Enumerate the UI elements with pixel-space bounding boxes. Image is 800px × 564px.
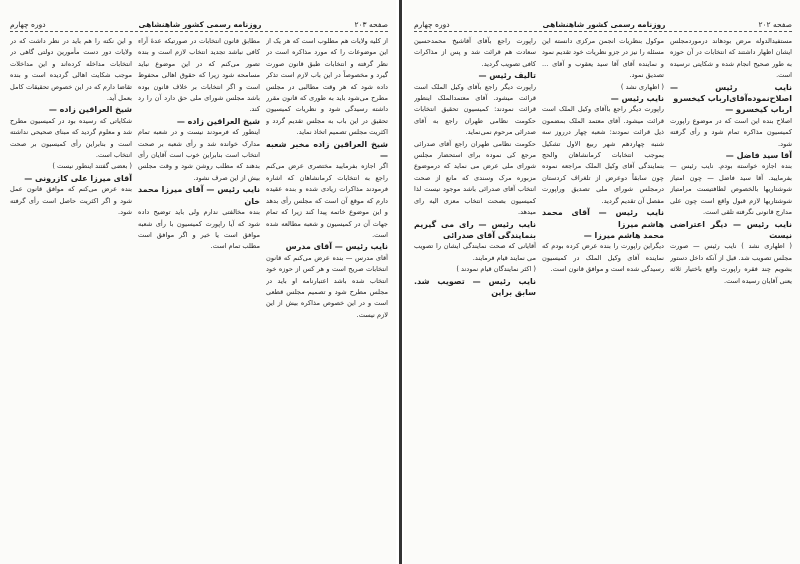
speaker-heading: نایب رئیس — xyxy=(610,94,664,104)
paragraph: راپورت راجع بآقای آقاشیخ محمدحسین سعادت هم قرائت شد و پس از مذاکرات کافی تصویب گردید. xyxy=(414,37,536,68)
paragraph: اصلاح بنده این است که در موضوع راپورت کمیسیون مذاکره تمام شود و رأی گرفته شود. xyxy=(670,116,792,148)
columns xyxy=(10,36,388,550)
text-column xyxy=(414,36,536,550)
paragraph: اینطور که فرمودند نیست و در شعبه تمام مدارک خوانده شد و رأی شعبه بر صحت انتخاب است بنابراین خوب است آقایان رأی بدهند که مطلب روشن شود و وقت مجلس بیش از این صرف نشود. xyxy=(138,128,260,182)
text-column xyxy=(266,36,388,550)
paragraph: حکومت نظامی طهران راجع آقای صدرائی مرجع کی نموده برای استحضار مجلس شورای ملی عرض می نماید که درموضوع مزبوره مرک وسندی که مانع از صحت انتخاب آقای صدرائی باشد موجود نیست لذا کمیسیون بصحت انتخاب معزی الیه رای میدهد. xyxy=(414,139,536,217)
paragraph: ( اکثر نمایندگان قیام نمودند ) xyxy=(456,265,536,274)
speaker-heading: محمد هاشم میرزا — xyxy=(583,230,664,240)
paragraph: اگر اجازه بفرمایید مختصری عرض می‌کنم راجع به انتخابات کرمانشاهان که اشاره فرمودند مذاکرات زیادی شده و بنده عقیده دارم که موقع آن است که مجلس رأی بدهد و این موضوع خاتمه پیدا کند زیرا که تمام جهات آن در کمیسیون و شعبه مطالعه شده است. xyxy=(266,162,388,239)
paragraph: ( اظهاری نشد ) xyxy=(620,82,664,91)
paragraph: آقای مدرس — بنده عرض می‌کنم که قانون انتخابات صریح است و هر کس از حوزه خود انتخاب شده باشد اعتبارنامه او باید در مجلس مطرح شود و تصمیم مجلس قطعی است و در این خصوص مذاکره بیش از این لازم نیست. xyxy=(266,253,388,319)
speaker-heading: آقای میرزا علی کازرونی — xyxy=(24,173,132,183)
paragraph: آقایانی که صحت نمایندگی ایشان را تصویب می نمایند قیام فرمایند. xyxy=(414,242,536,262)
paragraph: راپورت دیگر راجع باآقای وکیل الملک است قرائت میشود. آقای معتمد الملک بمضمون ذیل قرائت نمودند: شعبه چهار درروز سه شنبه چهاردهم شهر ربیع الاول تشکیل بموجب انتخابات کرمانشاهان والحج بنمایندگی آقای وکیل الملک مراجعه نموده چون سابقاً دوعرض از تلغراف کردستان درمجلس شورای ملی تصدیق وراپورت مفصل آن تقدیم گردید. xyxy=(542,105,664,205)
speaker-heading: نایب رئیس — آقای میرزا محمد خان xyxy=(138,185,260,206)
paragraph: بنده اجازه خواسته بودم. نایب رئیس — بفرمایید. آقا سید فاضل — چون امتیاز شوشتاریها بالخصوص لطافتیست مرامتیاز شوشتاریها لازم قبول واقع است چون علی مدارج قانونی نگرفته تلقی است. xyxy=(670,162,792,217)
paragraph: مطابق قانون انتخابات در صورتیکه عدهٔ آراء کافی نباشد تجدید انتخاب لازم است و بنده تصور می‌کنم که در این موضوع نباید مسامحه شود زیرا که حقوق اهالی محفوظ است و اگر انتخابات بر خلاف قانون بوده باشد مجلس شورای ملی حق دارد آن را رد کند. xyxy=(138,37,260,114)
paragraph: دیگراین راپورت را بنده عرض کرده بودم که نماینده آقای وکیل الملک در کمیسیون رسیدگی شده است و موافق قانون است. xyxy=(542,242,664,274)
paragraph: شکایاتی که رسیده بود در کمیسیون مطرح شد و معلوم گردید که مبنای صحیحی نداشته است و بنابراین رأی کمیسیون بر صحت انتخاب است. xyxy=(10,116,132,160)
book-spine xyxy=(399,0,402,564)
speaker-heading: ارباب کیخسرو — xyxy=(725,105,792,115)
text-column xyxy=(670,36,792,550)
issue-label: دوره چهارم xyxy=(10,19,46,29)
speaker-heading: نایب رئیس — تصویب شد. سابق براین xyxy=(414,276,536,297)
speaker-heading: شیخ العراقین زاده — xyxy=(48,105,132,115)
paragraph: ( بعضی گفتند اینطور نیست ) xyxy=(52,162,132,171)
paragraph: مستفیدالدوله مرض بودهاند درموردمجلس ایشان اظهار داشتند که انتخابات در آن حوزه به طور صحیح انجام شده و شکایتی نرسیده است. xyxy=(670,37,792,80)
text-column xyxy=(138,36,260,550)
speaker-heading: شیخ العراقین زاده مخبر شعبه — xyxy=(266,139,388,161)
text-column xyxy=(542,36,664,550)
paragraph: راپورت دیگر راجع بآقای وکیل الملک است قرائت میشود. آقای معتمدالملک اینطور قرائت نمودند: کمیسیون تحقیق انتخابات حکومت نظامی طهران راجع به آقای صدرائی مرحوم نمی‌نماید. xyxy=(414,82,536,137)
right-page xyxy=(404,0,800,564)
speaker-heading: نایب رئیس — اصلاح‌نموده‌آقای‌ارباب کیخسرو xyxy=(670,82,792,104)
paragraph: از کلیه ولایات هم مطلوب است که هر یک از این موضوعات را که مورد مذاکره است در نظر گرفته و انتخابات طبق قانون صورت گیرد و مخصوصاً در این باب لازم است تذکر داده شود که هر وقت مطالبی در مجلس مطرح می‌شود باید به طوری که قانون مقرر داشته رسیدگی شود و نظریات کمیسیون تحقیق در این باب به مجلس تقدیم گردد و اکثریت مجلس تصمیم اتخاذ نماید. xyxy=(266,37,388,137)
speaker-heading: نایب رئیس — دیگر اعتراضی نیست xyxy=(670,219,792,240)
newspaper-title: روزنامه رسمی کشور شاهنشاهی xyxy=(542,19,666,29)
header-rule xyxy=(414,31,792,32)
page-number: صفحه ۲۰۲ xyxy=(758,19,792,29)
paragraph: بنده عرض می‌کنم که موافق قانون عمل شود و اگر اکثریت حاصل است رأی گرفته شود. xyxy=(10,185,132,217)
paragraph: و این نکته را هم باید در نظر داشت که در ولایات دور دست مأمورین دولتی گاهی در انتخابات مداخله کرده‌اند و این مداخلات موجب شکایت اهالی گردیده است و بنده تقاضا دارم که در این خصوص تحقیقات کامل بعمل آید. xyxy=(10,37,132,103)
issue-label: دوره چهارم xyxy=(414,19,450,29)
page-header xyxy=(10,18,388,30)
speaker-heading: آقا سید فاضل — xyxy=(725,151,792,161)
speaker-heading: شیخ العراقین زاده — xyxy=(176,116,260,126)
speaker-heading: نایب رئیس — رای می گیریم بنمایندگی آقای صدرائی xyxy=(414,219,536,240)
header-rule xyxy=(10,31,388,32)
page-header xyxy=(414,18,792,30)
page-number: صفحه ۲۰۳ xyxy=(354,19,388,29)
speaker-heading: تالیف رئیس — xyxy=(478,71,536,81)
columns xyxy=(414,36,792,550)
paragraph: موکول بنظریات انجمن مرکزی دانسته این مسئله را نیز در جزو نظریات خود تقدیم نمود و نماینده آقای آقا سید یعقوب و آقای ... تصدیق نمود. xyxy=(542,37,664,80)
speaker-heading: نایب رئیس — آقای محمد هاشم میرزا xyxy=(542,208,664,229)
speaker-heading: نایب رئیس — آقای مدرس xyxy=(285,242,388,252)
left-page xyxy=(0,0,396,564)
paragraph: بنده مخالفتی ندارم ولی باید توضیح داده شود که آیا راپورت کمیسیون با رأی شعبه موافق است یا خیر و اگر موافق است مطلب تمام است. xyxy=(138,208,260,251)
text-column xyxy=(10,36,132,550)
newspaper-title: روزنامه رسمی کشور شاهنشاهی xyxy=(138,19,262,29)
paragraph: ( اظهاری نشد ) نایب رئیس — صورت مجلس تصویب شد. قبل از آنکه داخل دستور بشویم چند فقره راپورت واقع باختیار ثلاثه یعنی آقایان رسیده است. xyxy=(670,242,792,285)
